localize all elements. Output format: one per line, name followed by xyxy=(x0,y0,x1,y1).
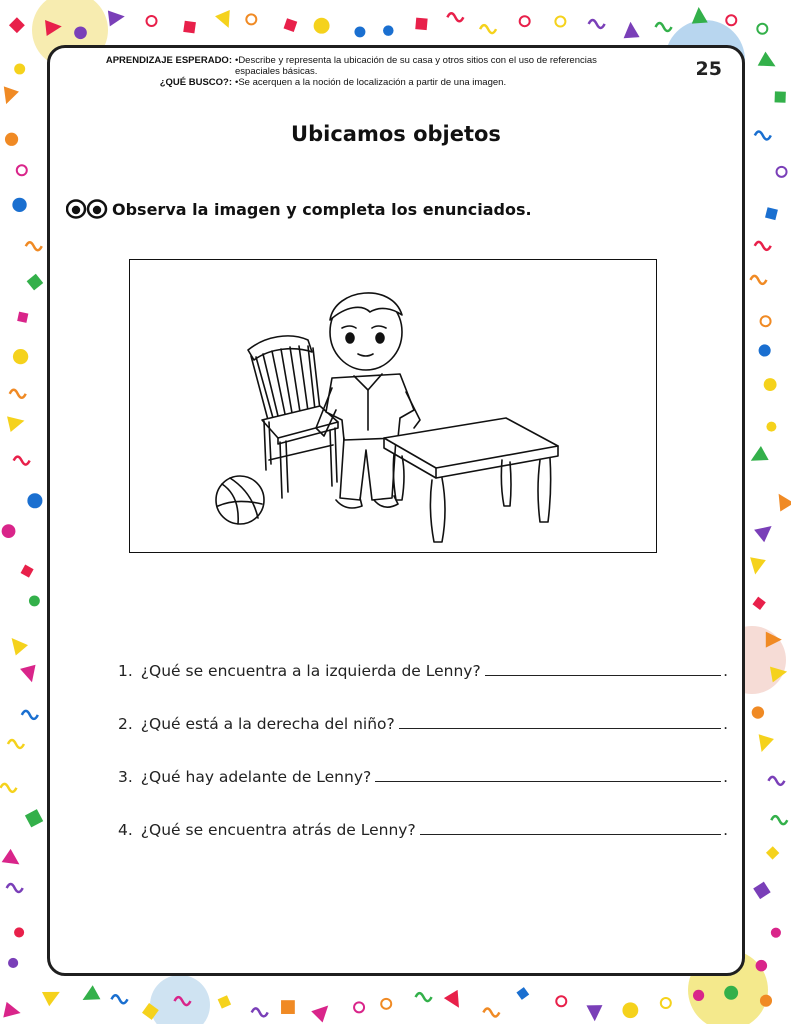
confetti-piece xyxy=(108,8,126,26)
confetti-piece xyxy=(383,25,393,35)
confetti-piece xyxy=(444,990,466,1012)
confetti-piece xyxy=(17,312,28,323)
confetti-piece xyxy=(556,996,566,1006)
confetti-piece xyxy=(381,999,391,1009)
confetti-piece xyxy=(586,1005,602,1021)
page-number: 25 xyxy=(695,58,722,80)
confetti-piece xyxy=(29,595,40,606)
confetti-piece xyxy=(9,17,25,33)
confetti-piece xyxy=(765,207,778,220)
confetti-piece xyxy=(8,958,18,968)
confetti-piece xyxy=(22,711,38,719)
confetti-piece xyxy=(252,1008,268,1016)
confetti-piece xyxy=(8,740,24,748)
confetti-piece xyxy=(79,985,101,1007)
chair-icon xyxy=(248,336,338,498)
confetti-piece xyxy=(760,995,772,1007)
confetti-piece xyxy=(656,23,672,31)
confetti-piece xyxy=(147,16,157,26)
answer-line-2[interactable] xyxy=(399,727,721,729)
question-2 xyxy=(118,707,728,733)
confetti-piece xyxy=(20,665,40,685)
confetti-piece xyxy=(555,17,565,27)
confetti-piece xyxy=(752,597,765,610)
confetti-piece xyxy=(14,63,25,74)
question-end: . xyxy=(723,662,728,680)
confetti-piece xyxy=(766,846,779,859)
worksheet-card xyxy=(47,45,745,976)
question-text: ¿Qué se encuentra a la izquierda de Lenny? xyxy=(140,662,481,680)
question-3 xyxy=(118,760,728,786)
answer-line-1[interactable] xyxy=(485,674,721,676)
confetti-piece xyxy=(747,557,766,576)
busco-text: •Se acerquen a la noción de localización a partir de una imagen. xyxy=(235,77,507,88)
confetti-piece xyxy=(754,734,774,754)
instruction xyxy=(66,199,532,219)
confetti-piece xyxy=(5,633,28,656)
confetti-piece xyxy=(691,6,708,23)
confetti-piece xyxy=(755,242,771,250)
confetti-piece xyxy=(111,995,127,1003)
confetti-piece xyxy=(661,998,671,1008)
confetti-piece xyxy=(747,446,769,468)
confetti-piece xyxy=(520,16,530,26)
confetti-piece xyxy=(589,20,605,28)
confetti-piece xyxy=(622,1002,638,1018)
aprendizaje-text: •Describe y representa la ubicación de su casa y otros sitios con el uso de referencias espaciales básicas. xyxy=(235,55,597,77)
answer-line-4[interactable] xyxy=(420,833,721,835)
confetti-piece xyxy=(25,809,43,827)
table-icon xyxy=(384,418,558,542)
confetti-piece xyxy=(26,242,42,250)
confetti-piece xyxy=(354,26,365,37)
confetti-piece xyxy=(2,524,16,538)
confetti-piece xyxy=(771,816,787,824)
questions-list xyxy=(118,654,728,866)
confetti-piece xyxy=(183,21,196,34)
confetti-piece xyxy=(724,986,738,1000)
confetti-piece xyxy=(755,131,771,139)
confetti-piece xyxy=(483,1008,499,1016)
question-end: . xyxy=(723,715,728,733)
eyes-icon xyxy=(66,199,108,219)
confetti-piece xyxy=(314,18,330,34)
confetti-piece xyxy=(761,316,771,326)
confetti-piece xyxy=(758,52,780,74)
confetti-piece xyxy=(74,26,87,39)
confetti-piece xyxy=(3,1002,22,1021)
confetti-piece xyxy=(246,14,256,24)
confetti-piece xyxy=(354,1002,364,1012)
ball-icon xyxy=(216,476,264,524)
confetti-piece xyxy=(27,274,44,291)
confetti-piece xyxy=(5,133,18,146)
confetti-piece xyxy=(311,1000,334,1023)
question-number: 4. xyxy=(118,821,133,839)
confetti-piece xyxy=(215,10,236,31)
page-title: Ubicamos objetos xyxy=(291,122,501,146)
confetti-piece xyxy=(775,91,786,102)
question-4 xyxy=(118,813,728,839)
question-number: 2. xyxy=(118,715,133,733)
confetti-piece xyxy=(750,276,766,284)
confetti-piece xyxy=(0,86,19,106)
confetti-piece xyxy=(726,15,736,25)
confetti-piece xyxy=(764,378,777,391)
confetti-piece xyxy=(281,1000,295,1014)
confetti-piece xyxy=(752,706,764,718)
confetti-piece xyxy=(415,18,427,30)
confetti-piece xyxy=(218,995,231,1008)
question-number: 1. xyxy=(118,662,133,680)
confetti-piece xyxy=(772,489,791,511)
confetti-piece xyxy=(622,21,639,38)
question-number: 3. xyxy=(118,768,133,786)
confetti-piece xyxy=(480,25,496,33)
question-text: ¿Qué se encuentra atrás de Lenny? xyxy=(140,821,416,839)
confetti-piece xyxy=(777,167,787,177)
scene-illustration xyxy=(129,259,657,553)
confetti-piece xyxy=(42,985,64,1007)
question-text: ¿Qué está a la derecha del niño? xyxy=(140,715,395,733)
confetti-piece xyxy=(27,493,42,508)
confetti-piece xyxy=(10,390,26,398)
confetti-piece xyxy=(771,928,781,938)
question-1 xyxy=(118,654,728,680)
confetti-piece xyxy=(759,344,771,356)
instruction-text: Observa la imagen y completa los enunciados. xyxy=(112,199,532,219)
question-text: ¿Qué hay adelante de Lenny? xyxy=(140,768,372,786)
confetti-piece xyxy=(2,849,24,871)
confetti-piece xyxy=(516,987,529,1000)
confetti-piece xyxy=(13,349,28,364)
confetti-piece xyxy=(757,24,767,34)
aprendizaje-label: APRENDIZAJE ESPERADO: xyxy=(105,55,232,66)
confetti-piece xyxy=(693,990,704,1001)
confetti-piece xyxy=(0,784,16,792)
confetti-piece xyxy=(447,13,463,21)
confetti-piece xyxy=(7,413,26,432)
confetti-piece xyxy=(7,884,23,892)
answer-line-3[interactable] xyxy=(375,780,721,782)
confetti-piece xyxy=(754,520,777,543)
question-end: . xyxy=(723,821,728,839)
confetti-piece xyxy=(17,165,27,175)
confetti-piece xyxy=(768,777,784,785)
confetti-piece xyxy=(756,960,768,972)
worksheet-header xyxy=(90,55,650,88)
confetti-piece xyxy=(14,927,24,937)
confetti-piece xyxy=(416,993,432,1001)
confetti-piece xyxy=(766,422,776,432)
confetti-piece xyxy=(12,198,26,212)
busco-label: ¿QUÉ BUSCO?: xyxy=(159,77,232,88)
confetti-piece xyxy=(21,565,34,578)
confetti-piece xyxy=(753,882,770,899)
confetti-piece xyxy=(284,18,298,32)
confetti-piece xyxy=(14,457,30,465)
question-end: . xyxy=(723,768,728,786)
